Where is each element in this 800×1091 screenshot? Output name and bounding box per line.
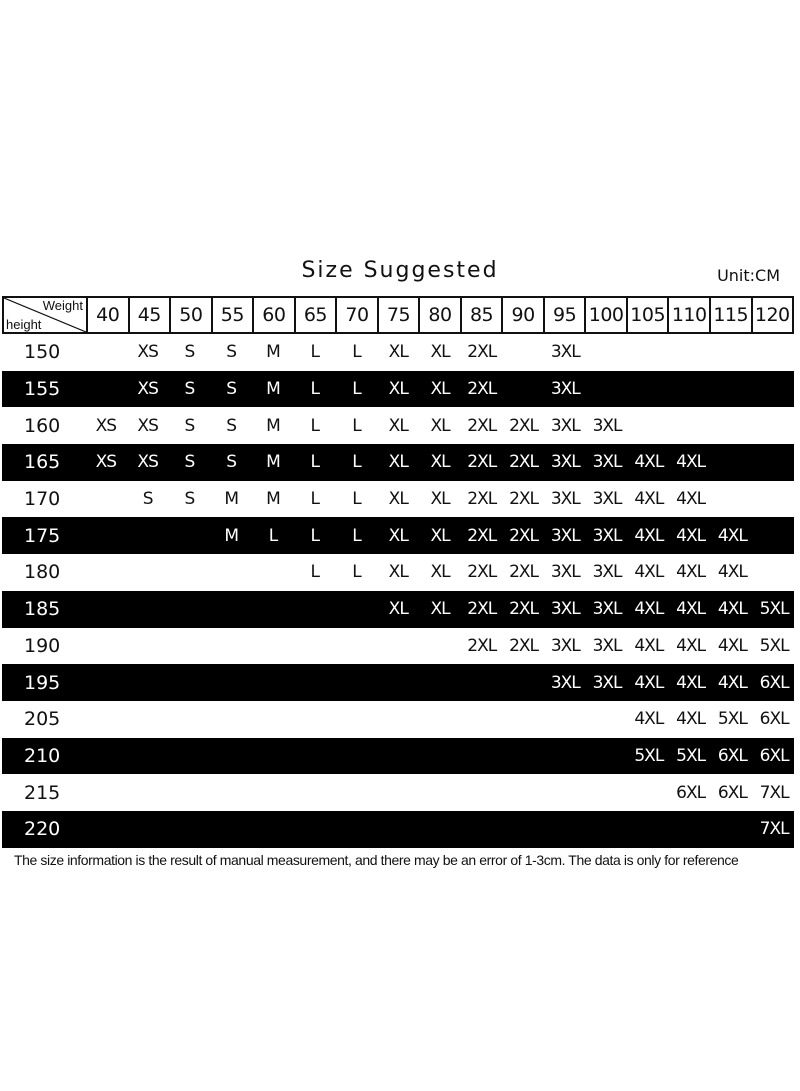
size-cell: L: [310, 452, 319, 473]
size-cell: 6XL: [759, 745, 789, 766]
weight-header-cell: 110: [669, 298, 709, 332]
size-cell: 4XL: [676, 599, 706, 620]
size-cell: XL: [388, 452, 408, 473]
size-cell: 5XL: [759, 599, 789, 620]
size-cell: XS: [137, 379, 158, 400]
weight-header-cell: 115: [711, 298, 751, 332]
height-cell: 180: [24, 561, 61, 584]
size-cell: 2XL: [509, 635, 538, 656]
size-cell: 6XL: [759, 709, 789, 730]
weight-header-cell: 105: [628, 298, 668, 332]
weight-header-cell: 45: [130, 298, 170, 332]
size-cell: 4XL: [717, 599, 747, 620]
size-cell: XS: [95, 452, 117, 473]
size-cell: M: [266, 342, 280, 363]
size-cell: 2XL: [467, 415, 497, 436]
size-cell: 2XL: [467, 599, 497, 620]
size-cell: 3XL: [550, 525, 580, 546]
weight-header-cell: 95: [545, 298, 585, 332]
size-cell: L: [310, 562, 319, 583]
weight-header-row: [2, 296, 794, 334]
size-row: [2, 334, 794, 371]
size-cell: 3XL: [592, 599, 622, 620]
size-cell: XL: [430, 415, 450, 436]
size-cell: XL: [430, 525, 450, 546]
height-cell: 215: [24, 781, 61, 804]
weight-header-cell: 100: [586, 298, 626, 332]
size-cell: S: [184, 489, 195, 510]
size-cell: 4XL: [676, 562, 706, 583]
size-cell: L: [352, 415, 361, 436]
size-cell: XL: [430, 342, 450, 363]
size-cell: 2XL: [509, 415, 538, 436]
size-cell: L: [352, 452, 361, 473]
size-cell: 3XL: [592, 525, 622, 546]
size-cell: XS: [95, 415, 117, 436]
size-cell: 4XL: [676, 709, 706, 730]
size-row: [2, 811, 794, 848]
size-cell: L: [352, 562, 361, 583]
size-cell: 6XL: [717, 782, 747, 803]
size-cell: 4XL: [634, 599, 664, 620]
size-rows: [2, 334, 794, 848]
size-cell: 2XL: [509, 599, 538, 620]
size-cell: 2XL: [509, 562, 538, 583]
height-cell: 220: [24, 818, 61, 841]
height-cell: 210: [24, 744, 61, 767]
size-cell: XL: [388, 379, 408, 400]
size-cell: L: [352, 489, 361, 510]
size-cell: 6XL: [759, 672, 789, 693]
size-cell: L: [310, 415, 319, 436]
size-cell: XL: [430, 599, 450, 620]
size-cell: 3XL: [550, 489, 580, 510]
size-row: [2, 738, 794, 775]
size-cell: L: [310, 379, 319, 400]
size-row: [2, 701, 794, 738]
size-cell: 3XL: [550, 342, 580, 363]
size-row: [2, 628, 794, 665]
size-row: [2, 407, 794, 444]
size-cell: 4XL: [634, 709, 664, 730]
size-cell: L: [310, 525, 319, 546]
size-cell: 4XL: [634, 489, 664, 510]
height-cell: 195: [24, 671, 61, 694]
height-cell: 185: [24, 598, 61, 621]
size-cell: 2XL: [467, 342, 497, 363]
size-cell: L: [352, 342, 361, 363]
weight-header-cell: 55: [213, 298, 253, 332]
size-cell: 5XL: [634, 745, 664, 766]
size-cell: M: [266, 489, 280, 510]
size-cell: 2XL: [467, 489, 497, 510]
size-cell: L: [310, 342, 319, 363]
size-cell: 6XL: [717, 745, 747, 766]
size-cell: L: [352, 379, 361, 400]
size-cell: XL: [430, 452, 450, 473]
size-cell: 4XL: [676, 635, 706, 656]
height-cell: 170: [24, 488, 61, 511]
size-cell: S: [184, 379, 195, 400]
size-cell: L: [352, 525, 361, 546]
size-row: [2, 664, 794, 701]
size-cell: 7XL: [759, 819, 789, 840]
weight-header-cell: 90: [503, 298, 543, 332]
size-cell: S: [226, 379, 237, 400]
size-chart-table: [2, 296, 794, 848]
size-cell: M: [266, 379, 280, 400]
size-cell: 4XL: [634, 672, 664, 693]
height-cell: 150: [24, 341, 61, 364]
size-cell: XL: [388, 342, 408, 363]
size-cell: 2XL: [467, 525, 497, 546]
size-cell: 3XL: [592, 415, 622, 436]
size-cell: 4XL: [634, 562, 664, 583]
weight-header-cell: 120: [753, 298, 793, 332]
size-cell: S: [226, 452, 237, 473]
height-corner-label: height: [6, 317, 42, 332]
size-cell: 2XL: [467, 635, 497, 656]
size-cell: 3XL: [550, 415, 580, 436]
size-cell: 4XL: [634, 452, 664, 473]
size-cell: 3XL: [550, 452, 580, 473]
size-cell: 2XL: [467, 452, 497, 473]
height-cell: 175: [24, 524, 61, 547]
weight-header-cell: 85: [462, 298, 502, 332]
size-cell: M: [266, 452, 280, 473]
weight-header-cell: 50: [171, 298, 211, 332]
weight-header-cell: 60: [254, 298, 294, 332]
weight-corner-label: Weight: [42, 298, 83, 313]
height-cell: 165: [24, 451, 61, 474]
unit-label: Unit:CM: [717, 266, 780, 285]
size-cell: 2XL: [467, 562, 497, 583]
weight-header-cell: 40: [88, 298, 128, 332]
height-cell: 160: [24, 414, 61, 437]
height-cell: 155: [24, 378, 61, 401]
size-cell: 3XL: [592, 672, 622, 693]
size-row: [2, 481, 794, 518]
size-cell: M: [266, 415, 280, 436]
size-cell: S: [142, 489, 153, 510]
size-cell: 4XL: [717, 525, 747, 546]
corner-header-cell: [4, 298, 86, 332]
size-cell: S: [226, 342, 237, 363]
size-cell: 4XL: [717, 562, 747, 583]
size-cell: 2XL: [509, 525, 538, 546]
size-cell: 4XL: [676, 489, 706, 510]
size-cell: XL: [388, 415, 408, 436]
size-cell: XS: [137, 342, 158, 363]
size-cell: S: [184, 415, 195, 436]
size-row: [2, 774, 794, 811]
size-cell: 3XL: [550, 599, 580, 620]
size-cell: 6XL: [676, 782, 706, 803]
size-cell: 4XL: [676, 452, 706, 473]
size-row: [2, 444, 794, 481]
size-cell: 5XL: [676, 745, 706, 766]
size-cell: XL: [430, 562, 450, 583]
size-cell: XL: [388, 525, 408, 546]
size-cell: L: [268, 525, 278, 546]
size-cell: 2XL: [509, 489, 538, 510]
size-cell: 3XL: [550, 562, 580, 583]
size-cell: S: [226, 415, 237, 436]
weight-header-cell: 75: [379, 298, 419, 332]
size-cell: 4XL: [634, 525, 664, 546]
size-title: Size Suggested: [301, 258, 499, 283]
size-cell: S: [184, 342, 195, 363]
size-cell: 4XL: [676, 525, 706, 546]
size-cell: XL: [430, 489, 450, 510]
size-cell: L: [310, 489, 319, 510]
height-cell: 190: [24, 634, 61, 657]
size-row: [2, 371, 794, 408]
weight-header-cell: 65: [296, 298, 336, 332]
footnote: The size information is the result of manual measurement, and there may be an error of 1-3cm. The data is only for reference: [14, 852, 739, 868]
size-row: [2, 554, 794, 591]
size-cell: 3XL: [592, 562, 622, 583]
size-cell: 3XL: [592, 489, 622, 510]
weight-header-cell: 80: [420, 298, 460, 332]
size-cell: 3XL: [550, 635, 580, 656]
size-cell: XL: [388, 489, 408, 510]
size-cell: S: [184, 452, 195, 473]
weight-header-cell: 70: [337, 298, 377, 332]
size-cell: 4XL: [717, 635, 747, 656]
size-cell: 2XL: [467, 379, 497, 400]
size-cell: 5XL: [759, 635, 789, 656]
height-cell: 205: [24, 708, 61, 731]
size-cell: XL: [388, 562, 408, 583]
size-cell: XL: [430, 379, 450, 400]
size-cell: XS: [137, 452, 158, 473]
size-row: [2, 591, 794, 628]
size-cell: XL: [388, 599, 408, 620]
size-cell: M: [224, 489, 239, 510]
size-cell: 3XL: [550, 379, 580, 400]
size-cell: 4XL: [676, 672, 706, 693]
size-cell: 5XL: [717, 709, 747, 730]
size-cell: 2XL: [509, 452, 538, 473]
size-cell: 3XL: [592, 452, 622, 473]
size-row: [2, 517, 794, 554]
size-cell: M: [224, 525, 239, 546]
size-cell: XS: [137, 415, 158, 436]
size-cell: 7XL: [759, 782, 789, 803]
size-cell: 3XL: [592, 635, 622, 656]
size-cell: 3XL: [550, 672, 580, 693]
size-cell: 4XL: [634, 635, 664, 656]
size-cell: 4XL: [717, 672, 747, 693]
